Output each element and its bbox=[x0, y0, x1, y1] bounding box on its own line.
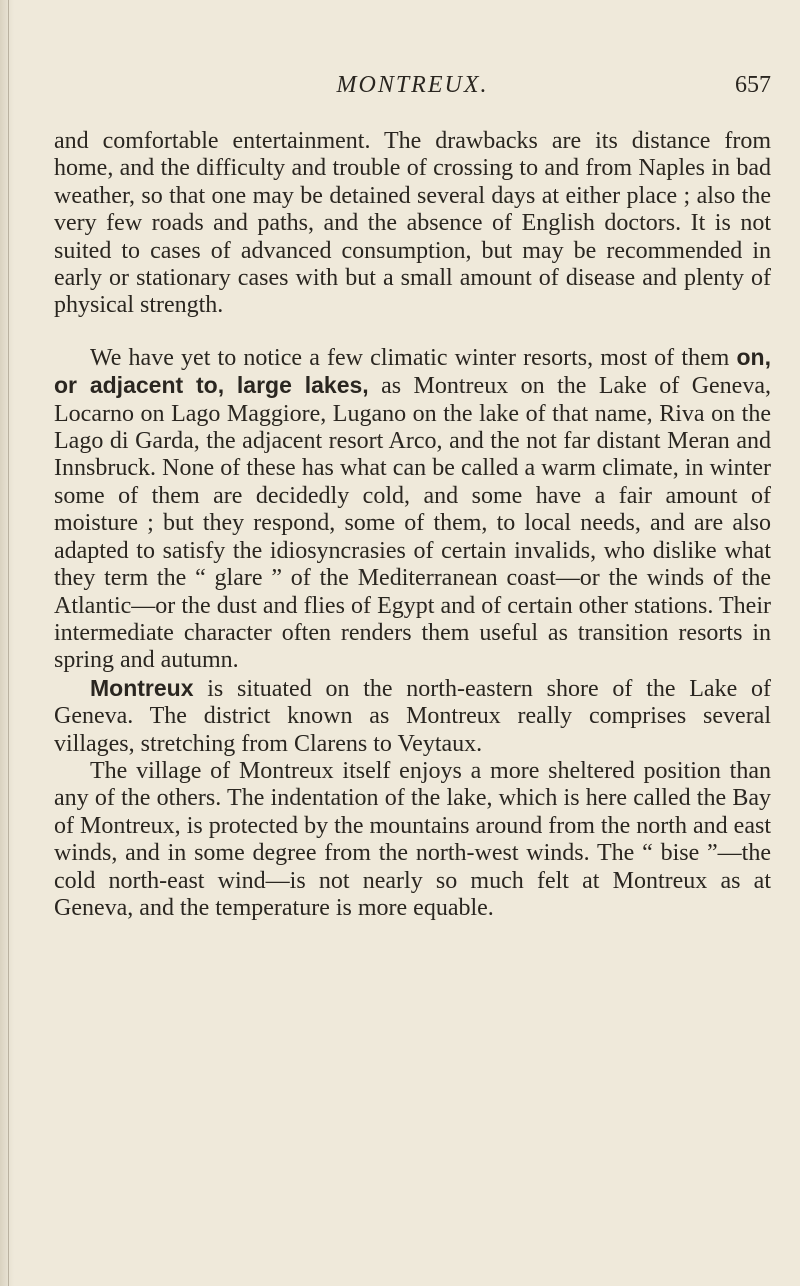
paragraph-1: and comfortable entertainment. The drawbacks are its distance from home, and the difficulty and trouble of crossing to and from Naples in bad weather, so that one may be detained several days at either place ; also the very few roads and paths, and the absence of English doctors. It is not suited to cases of advanced consumption, but may be recommended in early or stationary cases with but a small amount of disease and plenty of physical strength. bbox=[54, 128, 771, 319]
page-number: 657 bbox=[735, 72, 771, 98]
running-title: MONTREUX. bbox=[336, 72, 489, 98]
paragraph-2-emphasis: on, or adjacent to, large lakes, bbox=[54, 343, 771, 399]
page-binding-line bbox=[8, 0, 9, 1286]
paragraph-3 bbox=[54, 675, 771, 758]
running-head bbox=[54, 72, 771, 112]
paragraph-2-before: We have yet to notice a few climatic winter resorts, most of them bbox=[90, 344, 737, 371]
page-binding-edge bbox=[0, 0, 14, 1286]
paragraph-3-after: is situated on the north-eastern shore of the Lake of Geneva. The district known as Montreux really comprises several villages, stretching from Clarens to Veytaux. bbox=[54, 675, 771, 757]
paragraph-2 bbox=[54, 344, 771, 675]
body-text bbox=[54, 128, 771, 922]
book-page bbox=[54, 72, 771, 922]
paragraph-4: The village of Montreux itself enjoys a more sheltered position than any of the others. The indentation of the lake, which is here called the Bay of Montreux, is protected by the mountains around from the north and east winds, and in some degree from the north-west winds. The “ bise ”—the cold north-east wind—is not nearly so much felt at Montreux as at Geneva, and the temperature is more equable. bbox=[54, 757, 771, 921]
paragraph-2-after: as Montreux on the Lake of Geneva, Locarno on Lago Maggiore, Lugano on the lake of that name, Riva on the Lago di Garda, the adjacent resort Arco, and the not far distant Meran and Innsbruck. None of these has what can be called a warm climate, in winter some of them are decidedly cold, and some have a fair amount of moisture ; but they respond, some of them, to local needs, and are also adapted to satisfy the idiosyncrasies of certain invalids, who dislike what they term the “ glare ” of the Mediterranean coast—or the winds of the Atlantic—or the dust and flies of Egypt and of certain other stations. Their intermediate character often renders them useful as transition resorts in spring and autumn. bbox=[54, 373, 771, 674]
paragraph-3-term: Montreux bbox=[90, 674, 194, 701]
